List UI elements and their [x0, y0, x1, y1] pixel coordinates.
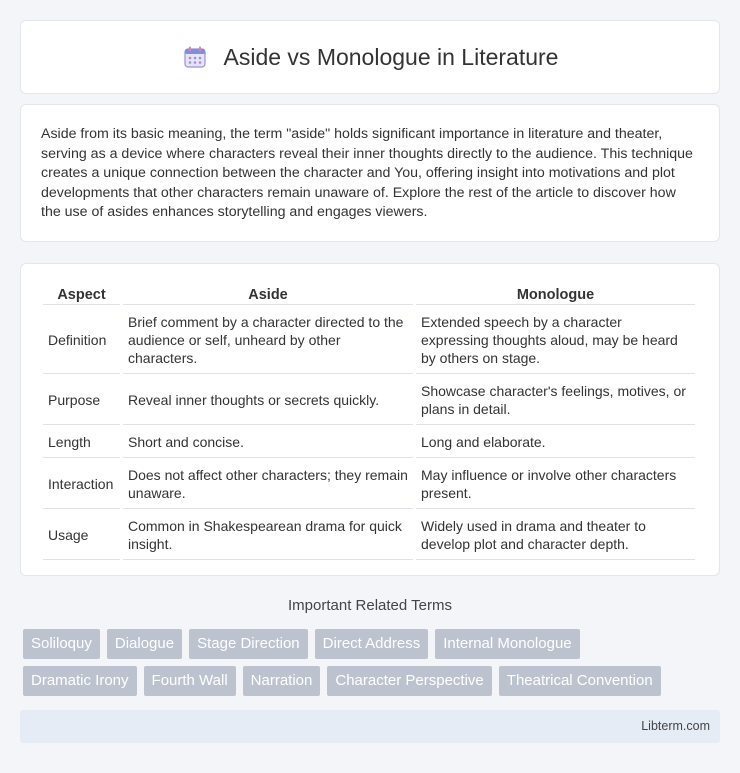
table-row: [43, 460, 695, 509]
title-card: [20, 20, 720, 94]
cell-monologue: May influence or involve other characters present.: [416, 460, 695, 509]
table-row: [43, 376, 695, 425]
cell-monologue: Extended speech by a character expressing thoughts aloud, may be heard by others on stage.: [416, 307, 695, 374]
cell-monologue: Showcase character's feelings, motives, or plans in detail.: [416, 376, 695, 425]
tag-theatrical-convention[interactable]: Theatrical Convention: [499, 666, 661, 696]
comparison-table: [40, 281, 698, 562]
cell-aspect: Purpose: [43, 376, 120, 425]
cell-aspect: Length: [43, 427, 120, 458]
tag-row: [23, 666, 723, 696]
header-monologue: Monologue: [416, 283, 695, 305]
tag-direct-address[interactable]: Direct Address: [315, 629, 429, 659]
footer-site-link[interactable]: Libterm.com: [641, 719, 710, 733]
tag-stage-direction[interactable]: Stage Direction: [189, 629, 308, 659]
tag-dramatic-irony[interactable]: Dramatic Irony: [23, 666, 137, 696]
tag-character-perspective[interactable]: Character Perspective: [327, 666, 491, 696]
cell-aside: Short and concise.: [123, 427, 413, 458]
page-title: Aside vs Monologue in Literature: [223, 43, 559, 70]
footer: [20, 710, 720, 743]
tag-row: [23, 629, 723, 659]
table-row: [43, 427, 695, 458]
cell-monologue: Widely used in drama and theater to develop plot and character depth.: [416, 511, 695, 560]
comparison-card: [20, 263, 720, 576]
calendar-icon: [182, 44, 208, 70]
table-row: [43, 511, 695, 560]
tag-narration[interactable]: Narration: [243, 666, 321, 696]
related-terms: [23, 629, 723, 703]
table-row: [43, 307, 695, 374]
table-header-row: [43, 283, 695, 305]
intro-text: Aside from its basic meaning, the term "aside" holds significant importance in literature and theater, serving as a device where characters reveal their inner thoughts directly to the audience. This technique creates a unique connection between the character and You, offering insight into motivations and plot developments that other characters remain unaware of. Explore the rest of the article to discover how the use of asides enhances storytelling and engages viewers.: [41, 126, 693, 220]
related-terms-heading: Important Related Terms: [288, 597, 452, 614]
cell-aspect: Usage: [43, 511, 120, 560]
cell-aside: Reveal inner thoughts or secrets quickly.: [123, 376, 413, 425]
tag-internal-monologue[interactable]: Internal Monologue: [435, 629, 579, 659]
cell-aside: Does not affect other characters; they remain unaware.: [123, 460, 413, 509]
tag-soliloquy[interactable]: Soliloquy: [23, 629, 100, 659]
cell-monologue: Long and elaborate.: [416, 427, 695, 458]
cell-aside: Common in Shakespearean drama for quick insight.: [123, 511, 413, 560]
tag-fourth-wall[interactable]: Fourth Wall: [144, 666, 236, 696]
cell-aside: Brief comment by a character directed to the audience or self, unheard by other characters.: [123, 307, 413, 374]
tag-dialogue[interactable]: Dialogue: [107, 629, 182, 659]
cell-aspect: Definition: [43, 307, 120, 374]
header-aside: Aside: [123, 283, 413, 305]
intro-card: [20, 104, 720, 242]
cell-aspect: Interaction: [43, 460, 120, 509]
header-aspect: Aspect: [43, 283, 120, 305]
